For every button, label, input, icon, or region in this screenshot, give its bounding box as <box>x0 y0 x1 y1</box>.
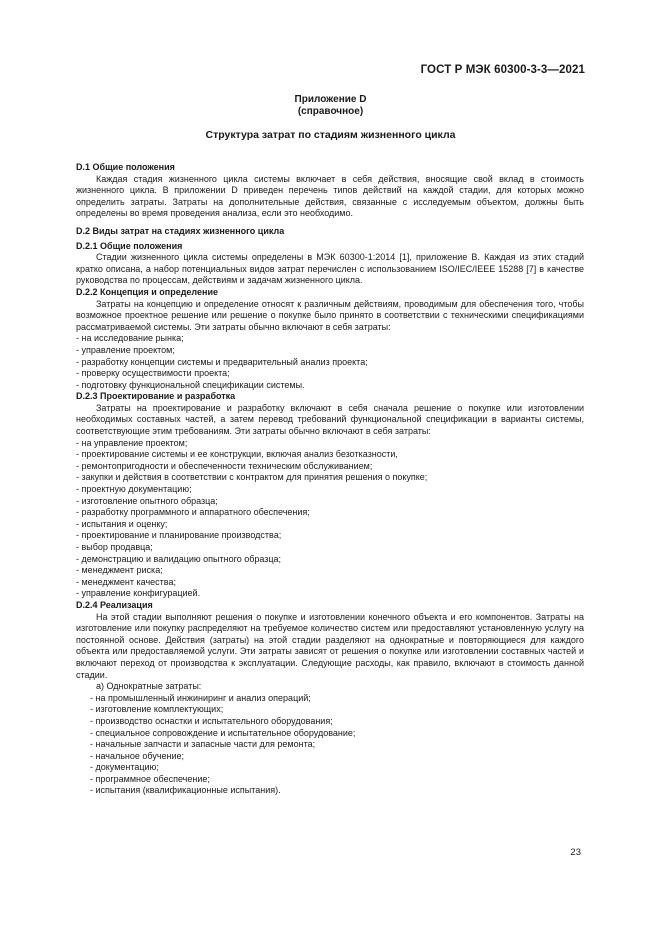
list-d22 <box>76 333 584 391</box>
list-item: - проектную документацию; <box>76 484 192 495</box>
list-item: - управление проектом; <box>76 344 175 355</box>
subsection-heading-d24: D.2.4 Реализация <box>76 599 153 610</box>
list-item: - программное обеспечение; <box>90 773 210 784</box>
list-a-label: а) Однократные затраты: <box>96 681 202 692</box>
list-item: - начальное обучение; <box>90 750 185 761</box>
list-item: - на управление проектом; <box>76 437 188 448</box>
list-item: - ремонтопригодности и обеспеченности техническим обслуживанием; <box>76 460 373 471</box>
list-item: - испытания и оценку; <box>76 518 168 529</box>
paragraph-d24: На этой стадии выполняют решения о покупке и изготовлении конечного объекта и его компонентов. Затраты на изготовление или покупку распределяют на требуемое количество систем или предоставляют установленную услугу на постоянной основе. Действия (затраты) на этой стадии разделяют на однократные и повторяющиеся для каждого объекта или предоставляемой услуги. Эти затраты зависят от решения о покупке или изготовлении составных частей и включают переход от производства к эксплуатации. Следующие расходы, как правило, включают в стоимость данной стадии. <box>76 611 584 680</box>
list-item: - документацию; <box>90 762 159 773</box>
list-item: - закупки и действия в соответствии с контрактом для принятия решения о покупке; <box>76 472 428 483</box>
section-heading-d1: D.1 Общие положения <box>76 162 175 172</box>
annex-label: Приложение D <box>294 94 367 105</box>
list-item: - производство оснастки и испытательного оборудования; <box>90 715 333 726</box>
list-item: - менеджмент риска; <box>76 565 163 576</box>
subsection-heading-d21: D.2.1 Общие положения <box>76 240 183 251</box>
list-item: - демонстрацию и валидацию опытного образца; <box>76 553 282 564</box>
list-item: - на исследование рынка; <box>76 333 184 344</box>
list-item: - проектирование и планирование производства; <box>76 530 282 541</box>
list-item: - менеджмент качества; <box>76 576 176 587</box>
annex-label-block <box>0 94 661 118</box>
list-item: - проектирование системы и ее конструкции, включая анализ безотказности, <box>76 449 398 460</box>
list-item: - проверку осуществимости проекта; <box>76 368 230 379</box>
list-item: - начальные запчасти и запасные части для ремонта; <box>90 739 316 750</box>
list-item: - изготовление опытного образца; <box>76 495 218 506</box>
list-item: - специальное сопровождение и испытательное оборудование; <box>90 727 356 738</box>
subsection-heading-d22: D.2.2 Концепция и определение <box>76 286 218 297</box>
paragraph-d23: Затраты на проектирование и разработку включают в себя сначала решение о покупке или изготовлении необходимых составных частей, а затем перевод требований функциональной спецификации в варианты системы, соответствующие этим требованиям. Эти затраты обычно включают в себя затраты: <box>76 402 584 437</box>
paragraph-d21: Стадии жизненного цикла системы определены в МЭК 60300-1:2014 [1], приложение B. Каждая из этих стадий кратко описана, а набор потенциальных видов затрат перечислен с использованием ISO/IEC/IEEE 15288 [7] в качестве руководства по процессам, действиям и задачам жизненного цикла. <box>76 252 584 286</box>
list-item: - разработку концепции системы и предварительный анализ проекта; <box>76 356 368 367</box>
page-number: 23 <box>570 847 581 858</box>
annex-title: Структура затрат по стадиям жизненного цикла <box>205 129 456 141</box>
list-item: - испытания (квалификационные испытания). <box>90 785 281 796</box>
subsection-heading-d23: D.2.3 Проектирование и разработка <box>76 391 236 402</box>
list-item: - управление конфигурацией. <box>76 588 201 599</box>
document-body <box>76 162 584 797</box>
paragraph-d22: Затраты на концепцию и определение относят к различным действиям, проводимым для обеспечения того, чтобы возможное проектное решение или решение о покупке было принято в соответствии с техническими спецификациями рассматриваемой системы. Эти затраты обычно включают в себя затраты: <box>76 298 584 332</box>
paragraph-d1: Каждая стадия жизненного цикла системы включает в себя действия, вносящие свой вклад в стоимость жизненного цикла. В приложении D приведен перечень типов действий на каждой стадии, для которых можно определить затраты. Затраты на дополнительные действия, связанные с исследуемым объектом, должны быть определены во время проведения анализа, если это необходимо. <box>76 173 584 219</box>
list-item: - на промышленный инжиниринг и анализ операций; <box>90 692 311 703</box>
list-d24 <box>76 693 584 797</box>
list-item: - подготовку функциональной спецификации системы. <box>76 379 305 390</box>
list-d23 <box>76 438 584 600</box>
section-heading-d2: D.2 Виды затрат на стадиях жизненного цикла <box>76 225 285 236</box>
standard-header: ГОСТ Р МЭК 60300-3-3—2021 <box>420 64 585 76</box>
list-item: - выбор продавца; <box>76 542 153 552</box>
annex-status: (справочное) <box>297 106 364 117</box>
list-item: - изготовление комплектующих; <box>90 704 224 715</box>
list-item: - разработку программного и аппаратного обеспечения; <box>76 507 310 518</box>
